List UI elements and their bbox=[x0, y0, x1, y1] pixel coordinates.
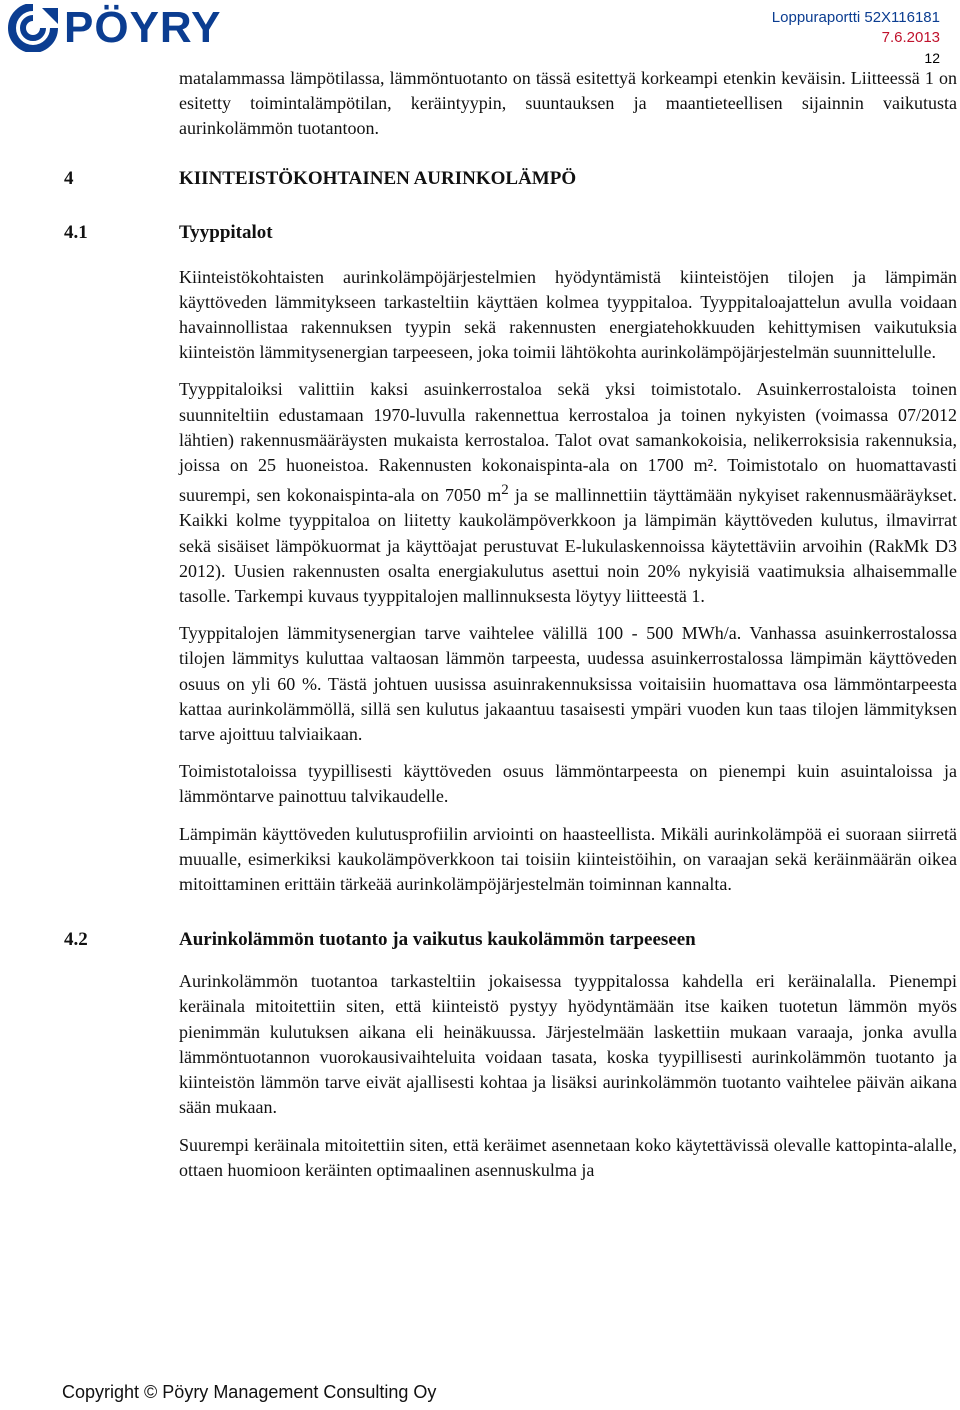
paragraph: Lämpimän käyttöveden kulutusprofiilin arviointi on haasteellista. Mikäli aurinkolämpöä ei suoraan siirretä muualle, esimerkiksi kaukolämpöverkkoon tai toisiin kiinteistöihin, on varaajan sekä keräinmäärän oikea mitoittaminen erittäin tärkeää aurinkolämpöjärjestelmän toiminnan kannalta. bbox=[179, 823, 957, 895]
report-date: 7.6.2013 bbox=[881, 29, 940, 46]
section-4-2-number: 4.2 bbox=[64, 929, 88, 951]
paragraph bbox=[179, 377, 957, 609]
paragraph: Kiinteistökohtaisten aurinkolämpöjärjestelmien hyödyntämistä kiinteistöjen tilojen ja lämpimän käyttöveden lämmitykseen tarkasteltiin käyttäen kolmea tyyppitaloa. Tyyppitaloajattelun avulla voidaan havainnollistaa rakennuksen tyypin sekä rakennusten energiatehokkuuden kehittymisen vaikutuksia kiinteistön lämmitysenergian tarpeeseen, joka toimii lähtökohta aurinkolämpöjärjestelmän suunnittelulle. bbox=[179, 266, 957, 363]
section-4-1-heading bbox=[64, 220, 957, 246]
paragraph-text: ja se mallinnettiin täyttämään nykyiset rakennusmääräykset. Kaikki kolme tyyppitaloa on liitetty kaukolämpöverkkoon ja lämpimän käyttöveden kulutus, ilmavirrat sekä sisäiset lämpökuormat ja käyttöajat perustuvat E-lukulaskennoissa käytettäviin arvoihin (RakMk D3 2012). Uusien rakennusten osalta energiakulutus asettui noin 20% nykyisiä vaatimuksia alhaisemmalle tasolle. Tarkempi kuvaus tyyppitalojen mallinnuksesta löytyy liitteestä 1. bbox=[179, 485, 957, 607]
header-meta bbox=[772, 8, 940, 68]
report-title: Loppuraportti 52X116181 bbox=[771, 9, 940, 26]
paragraph: Tyyppitalojen lämmitysenergian tarve vaihtelee välillä 100 - 500 MWh/a. Vanhassa asuinkerrostalossa tilojen lämmitys kuluttaa valtaosan lämmön tarpeesta, uudessa asuinkerrostalossa lämpimän käyttöveden osuus on yli 60 %. Tästä johtuen uusissa asuinrakennuksissa voitaisiin huomattava osa lämmöntarpeesta kattaa aurinkolämmöllä, sillä sen kulutus jakaantuu tasaisesti ympäri vuoden kun taas tilojen lämmityksen tarve ajoittuu talviaikaan. bbox=[179, 623, 957, 745]
paragraph-text: Toimistotalo on huomattavasti suurempi, sen kokonaispinta-ala on 7050 m bbox=[179, 455, 957, 506]
paragraph: Toimistotaloissa tyypillisesti käyttöveden osuus lämmöntarpeesta on pienempi kuin asuintaloissa ja lämmöntarve painottuu talvikaudelle. bbox=[179, 761, 957, 807]
logo-wordmark: PÖYRY bbox=[64, 3, 222, 52]
section-4-1-number: 4.1 bbox=[64, 221, 88, 243]
paragraph: Suurempi keräinala mitoitettiin siten, että keräimet asennetaan koko käytettävissä olevalle kattopinta-alalle, ottaen huomioon keräinten optimaalinen asennuskulma ja bbox=[179, 1134, 957, 1180]
intro-paragraph: matalammassa lämpötilassa, lämmöntuotanto on tässä esitettyä korkeampi etenkin keväisin. Liitteessä 1 on esitetty toimintalämpötilan, keräintyypin, suuntauksen ja maantieteellisen sijainnin vaikutusta aurinkolämmön tuotantoon. bbox=[179, 68, 957, 139]
poyry-logo-mark-icon bbox=[6, 4, 62, 52]
page-header bbox=[0, 0, 960, 66]
section-4-2-title: Aurinkolämmön tuotanto ja vaikutus kaukolämmön tarpeeseen bbox=[179, 929, 696, 951]
paragraph: Aurinkolämmön tuotantoa tarkasteltiin jokaisessa tyyppitalossa kahdella eri keräinalalla. Pienempi keräinala mitoitettiin siten, että kiinteistö pystyy hyödyntämään itse kaiken tuotetun lämmön myös pienimmän kulutuksen aikana eli heinäkuussa. Järjestelmään laskettiin mukaan varaaja, jonka avulla lämmöntuotannon vuorokausivaihteluita voidaan tasata, koska tyypillisesti aurinkolämmön tuotanto ja kiinteistön lämmön tarve eivät ajallisesti kohtaa ja lisäksi aurinkolämmön tuotanto vaihtelee päivän aikana sään mukaan. bbox=[179, 971, 957, 1118]
copyright-footer: Copyright © Pöyry Management Consulting Oy bbox=[62, 1382, 437, 1402]
paragraph-text: Tyyppitaloiksi valittiin kaksi asuinkerrostaloa sekä yksi toimistotalo. Asuinkerrostaloista toinen suunniteltiin edustamaan 1970-luvulla rakennettua kerrostaloa ja toinen nykyisten (voimassa 07/2012 lähtien) rakennusmääräysten mukaista kerrostaloa. Talot ovat samankokoisia, nelikerroksisia rakennuksia, joissa on 25 huoneistoa. Rakennusten kokonaispinta-ala on 1700 m². bbox=[179, 379, 957, 476]
section-4-number: 4 bbox=[64, 167, 74, 189]
page-number: 12 bbox=[924, 50, 940, 66]
section-4-2-heading bbox=[64, 927, 957, 953]
page-body bbox=[64, 66, 957, 1195]
section-4-title: KIINTEISTÖKOHTAINEN AURINKOLÄMPÖ bbox=[179, 167, 577, 189]
section-4-heading bbox=[64, 166, 957, 192]
superscript: 2 bbox=[501, 482, 509, 499]
poyry-logo bbox=[6, 4, 246, 52]
section-4-1-title: Tyyppitalot bbox=[179, 221, 273, 243]
